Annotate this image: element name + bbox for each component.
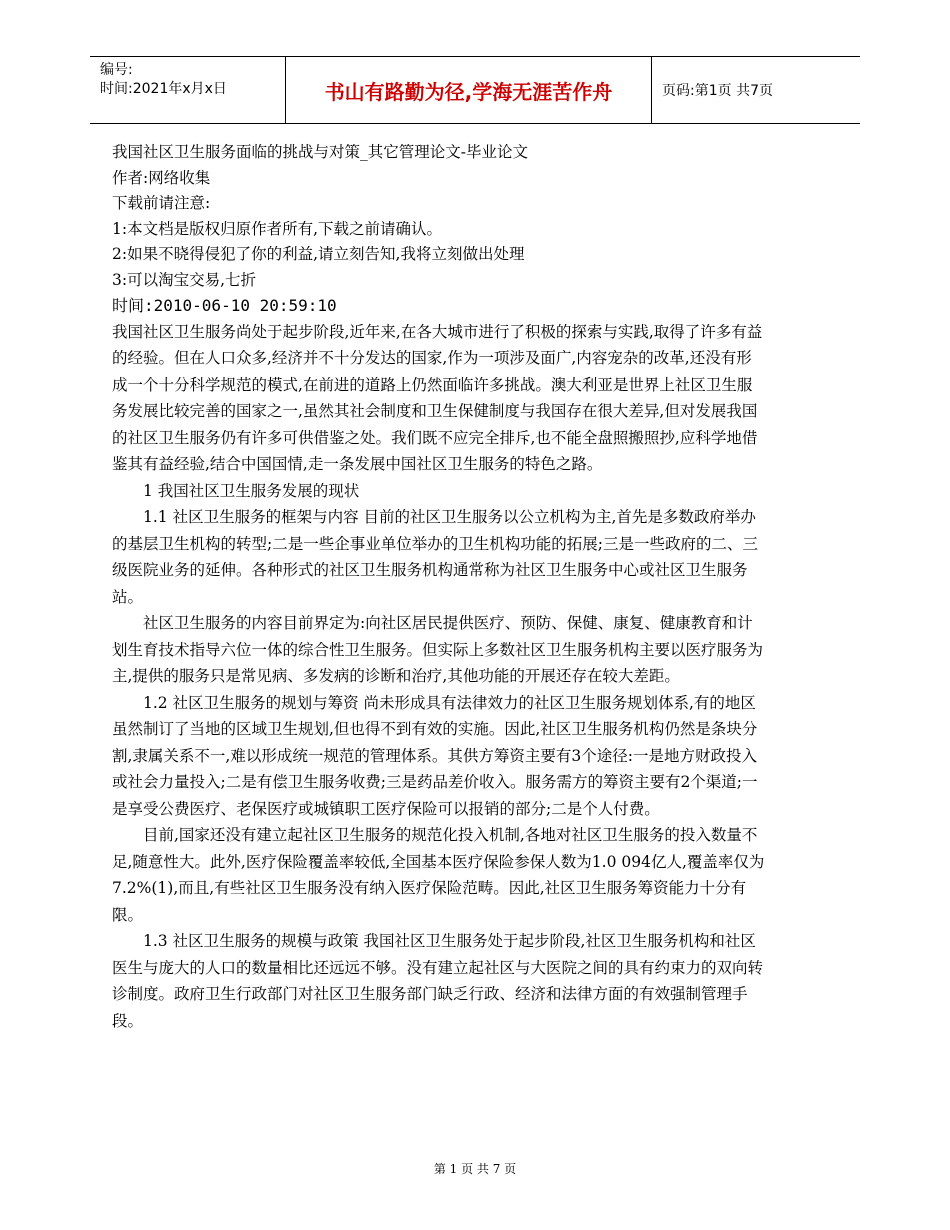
body-paragraph: 1.3 社区卫生服务的规模与政策 我国社区卫生服务处于起步阶段,社区卫生服务机构和社区医生与庞大的人口的数量相比还远远不够。没有建立起社区与大医院之间的具有约束力的双向转诊制度。政府卫生行政部门对社区卫生服务部门缺乏行政、经济和法律方面的有效强制管理手段。 — [112, 932, 764, 1030]
notice-item: 3:可以淘宝交易,七折 — [112, 270, 257, 289]
document-time-label: 时间:2021年x月x日 — [100, 81, 227, 97]
header-page-info: 页码:第1页 共7页 — [662, 83, 773, 99]
notice-item: 1:本文档是版权归原作者所有,下载之前请确认。 — [112, 219, 443, 238]
notice-item: 2:如果不晓得侵犯了你的利益,请立刻告知,我将立刻做出处理 — [112, 245, 525, 263]
page-header — [90, 56, 860, 124]
body-paragraph: 1.1 社区卫生服务的框架与内容 目前的社区卫生服务以公立机构为主,首先是多数政府举办的基层卫生机构的转型;二是一些企事业单位举办的卫生机构功能的拓展;三是一些政府的二、三级医院业务的延伸。各种形式的社区卫生服务机构通常称为社区卫生服务中心或社区卫生服务站。 — [112, 508, 758, 606]
document-title: 我国社区卫生服务面临的挑战与对策_其它管理论文-毕业论文 — [112, 143, 528, 161]
document-number-label: 编号: — [100, 62, 133, 78]
notice-heading: 下载前请注意: — [112, 194, 211, 212]
header-motto: 书山有路勤为径,学海无涯苦作舟 — [285, 57, 652, 123]
body-paragraph: 1.2 社区卫生服务的规划与筹资 尚未形成具有法律效力的社区卫生服务规划体系,有的地区虽然制订了当地的区域卫生规划,但也得不到有效的实施。因此,社区卫生服务机构仍然是条块分割,隶属关系不一,难以形成统一规范的管理体系。其供方筹资主要有3个途径:一是地方财政投入或社会力量投入;二是有偿卫生服务收费;三是药品差价收入。服务需方的筹资主要有2个渠道;一是享受公费医疗、老保医疗或城镇职工医疗保险可以报销的部分;二是个人付费。 — [112, 693, 758, 818]
header-info — [100, 61, 280, 99]
document-time: 时间:2010-06-10 20:59:10 — [112, 296, 337, 315]
section-heading: 1 我国社区卫生服务发展的现状 — [143, 481, 360, 500]
body-paragraph: 目前,国家还没有建立起社区卫生服务的规范化投入机制,各地对社区卫生服务的投入数量不足,随意性大。此外,医疗保险覆盖率较低,全国基本医疗保险参保人数为1.0 094亿人,覆盖率仅为7.2%(1),而且,有些社区卫生服务没有纳入医疗保险范畴。因此,社区卫生服务筹资能力十分有限。 — [112, 826, 765, 924]
body-paragraph: 我国社区卫生服务尚处于起步阶段,近年来,在各大城市进行了积极的探索与实践,取得了许多有益的经验。但在人口众多,经济并不十分发达的国家,作为一项涉及面广,内容宠杂的改革,还没有形成一个十分科学规范的模式,在前进的道路上仍然面临许多挑战。澳大利亚是世界上社区卫生服务发展比较完善的国家之一,虽然其社会制度和卫生保健制度与我国存在很大差异,但对发展我国的社区卫生服务仍有许多可供借鉴之处。我们既不应完全排斥,也不能全盘照搬照抄,应科学地借鉴其有益经验,结合中国国情,走一条发展中国社区卫生服务的特色之路。 — [112, 322, 763, 473]
body-paragraph: 社区卫生服务的内容目前界定为:向社区居民提供医疗、预防、保健、康复、健康教育和计划生育技术指导六位一体的综合性卫生服务。但实际上多数社区卫生服务机构主要以医疗服务为主,提供的服务只是常见病、多发病的诊断和治疗,其他功能的开展还存在较大差距。 — [112, 614, 764, 685]
document-author: 作者:网络收集 — [112, 168, 211, 187]
page-footer: 第 1 页 共 7 页 — [433, 1162, 517, 1176]
document-body — [112, 140, 767, 1034]
document-meta — [112, 140, 767, 319]
